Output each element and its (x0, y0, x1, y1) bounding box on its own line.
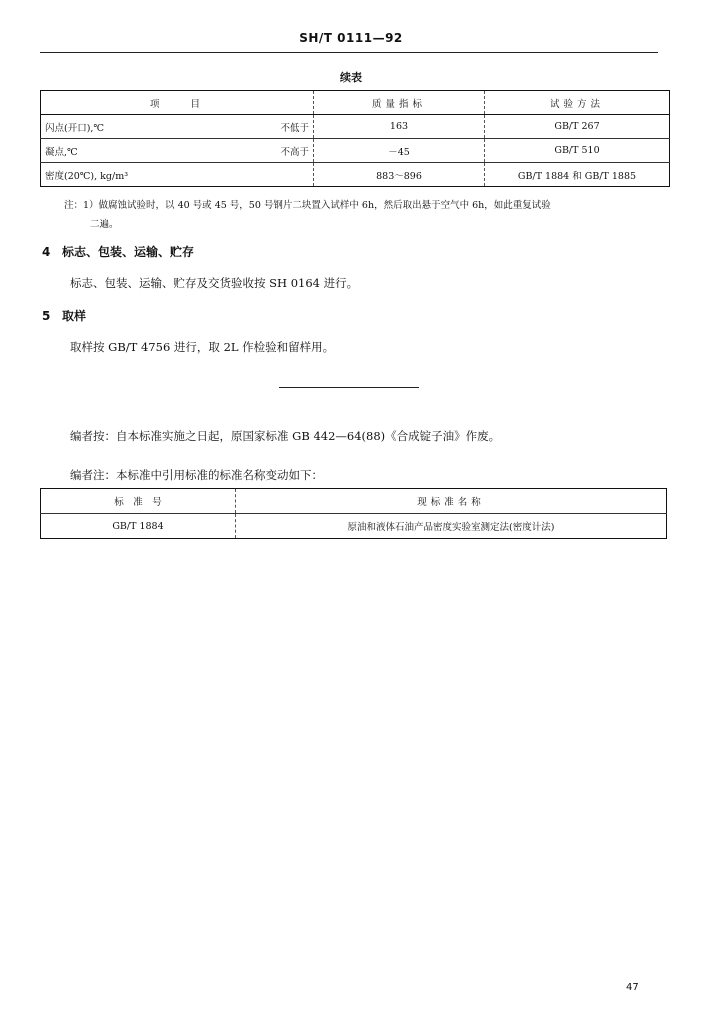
row-item-label: 密度(20℃), kg/m³ (45, 170, 129, 182)
col-header-item: 项 目 (41, 91, 314, 115)
table-row (41, 514, 667, 539)
row-value: 883～896 (314, 163, 485, 187)
section-heading (42, 243, 194, 260)
row-item-label: 凝点,℃ (45, 146, 78, 158)
section-heading (42, 307, 86, 324)
header-rule (40, 52, 658, 53)
spec-table (40, 90, 670, 187)
section-paragraph: 标志、包装、运输、贮存及交货验收按 SH 0164 进行。 (70, 276, 359, 290)
table-caption: 续表 (340, 71, 362, 84)
col-header-method: 试验方法 (485, 91, 670, 115)
col-header-value: 质量指标 (314, 91, 485, 115)
col-header-standard-number: 标 准 号 (41, 489, 236, 514)
editor-reference-note: 编者注：本标准中引用标准的标准名称变动如下： (70, 468, 323, 482)
table-row (41, 163, 670, 187)
table-footnote (64, 196, 664, 234)
section-number: 4 (42, 245, 51, 259)
row-method: GB/T 510 (485, 139, 670, 163)
row-qualifier: 不低于 (280, 122, 309, 134)
section-title: 取样 (62, 309, 87, 323)
ref-standard-number: GB/T 1884 (41, 514, 236, 539)
row-method: GB/T 267 (485, 115, 670, 139)
editor-press-note: 编者按：自本标准实施之日起，原国家标准 GB 442—64(88)《合成锭子油》作废。 (70, 429, 501, 443)
row-qualifier: 不高于 (280, 146, 309, 158)
section-title: 标志、包装、运输、贮存 (62, 245, 195, 259)
end-of-standard-rule (279, 387, 419, 388)
table-row (41, 115, 670, 139)
reference-table-header-row (41, 489, 667, 514)
ref-standard-name: 原油和液体石油产品密度实验室测定法(密度计法) (236, 514, 667, 539)
section-number: 5 (42, 309, 51, 323)
footnote-line: 二遍。 (90, 219, 119, 230)
row-method: GB/T 1884 和 GB/T 1885 (485, 163, 670, 187)
section-paragraph: 取样按 GB/T 4756 进行，取 2L 作检验和留样用。 (70, 340, 335, 354)
row-value: 163 (314, 115, 485, 139)
row-value: －45 (314, 139, 485, 163)
spec-table-header-row (41, 91, 670, 115)
page-number: 47 (626, 982, 639, 993)
reference-table (40, 488, 667, 539)
footnote-line: 注：1）做腐蚀试验时，以 40 号或 45 号，50 号钢片二块置入试样中 6h，然后取出悬于空气中 6h，如此重复试验 (64, 200, 551, 211)
col-header-standard-name: 现标准名称 (236, 489, 667, 514)
row-item-label: 闪点(开口),℃ (45, 122, 105, 134)
table-row (41, 139, 670, 163)
standard-code-header: SH/T 0111—92 (299, 31, 403, 45)
